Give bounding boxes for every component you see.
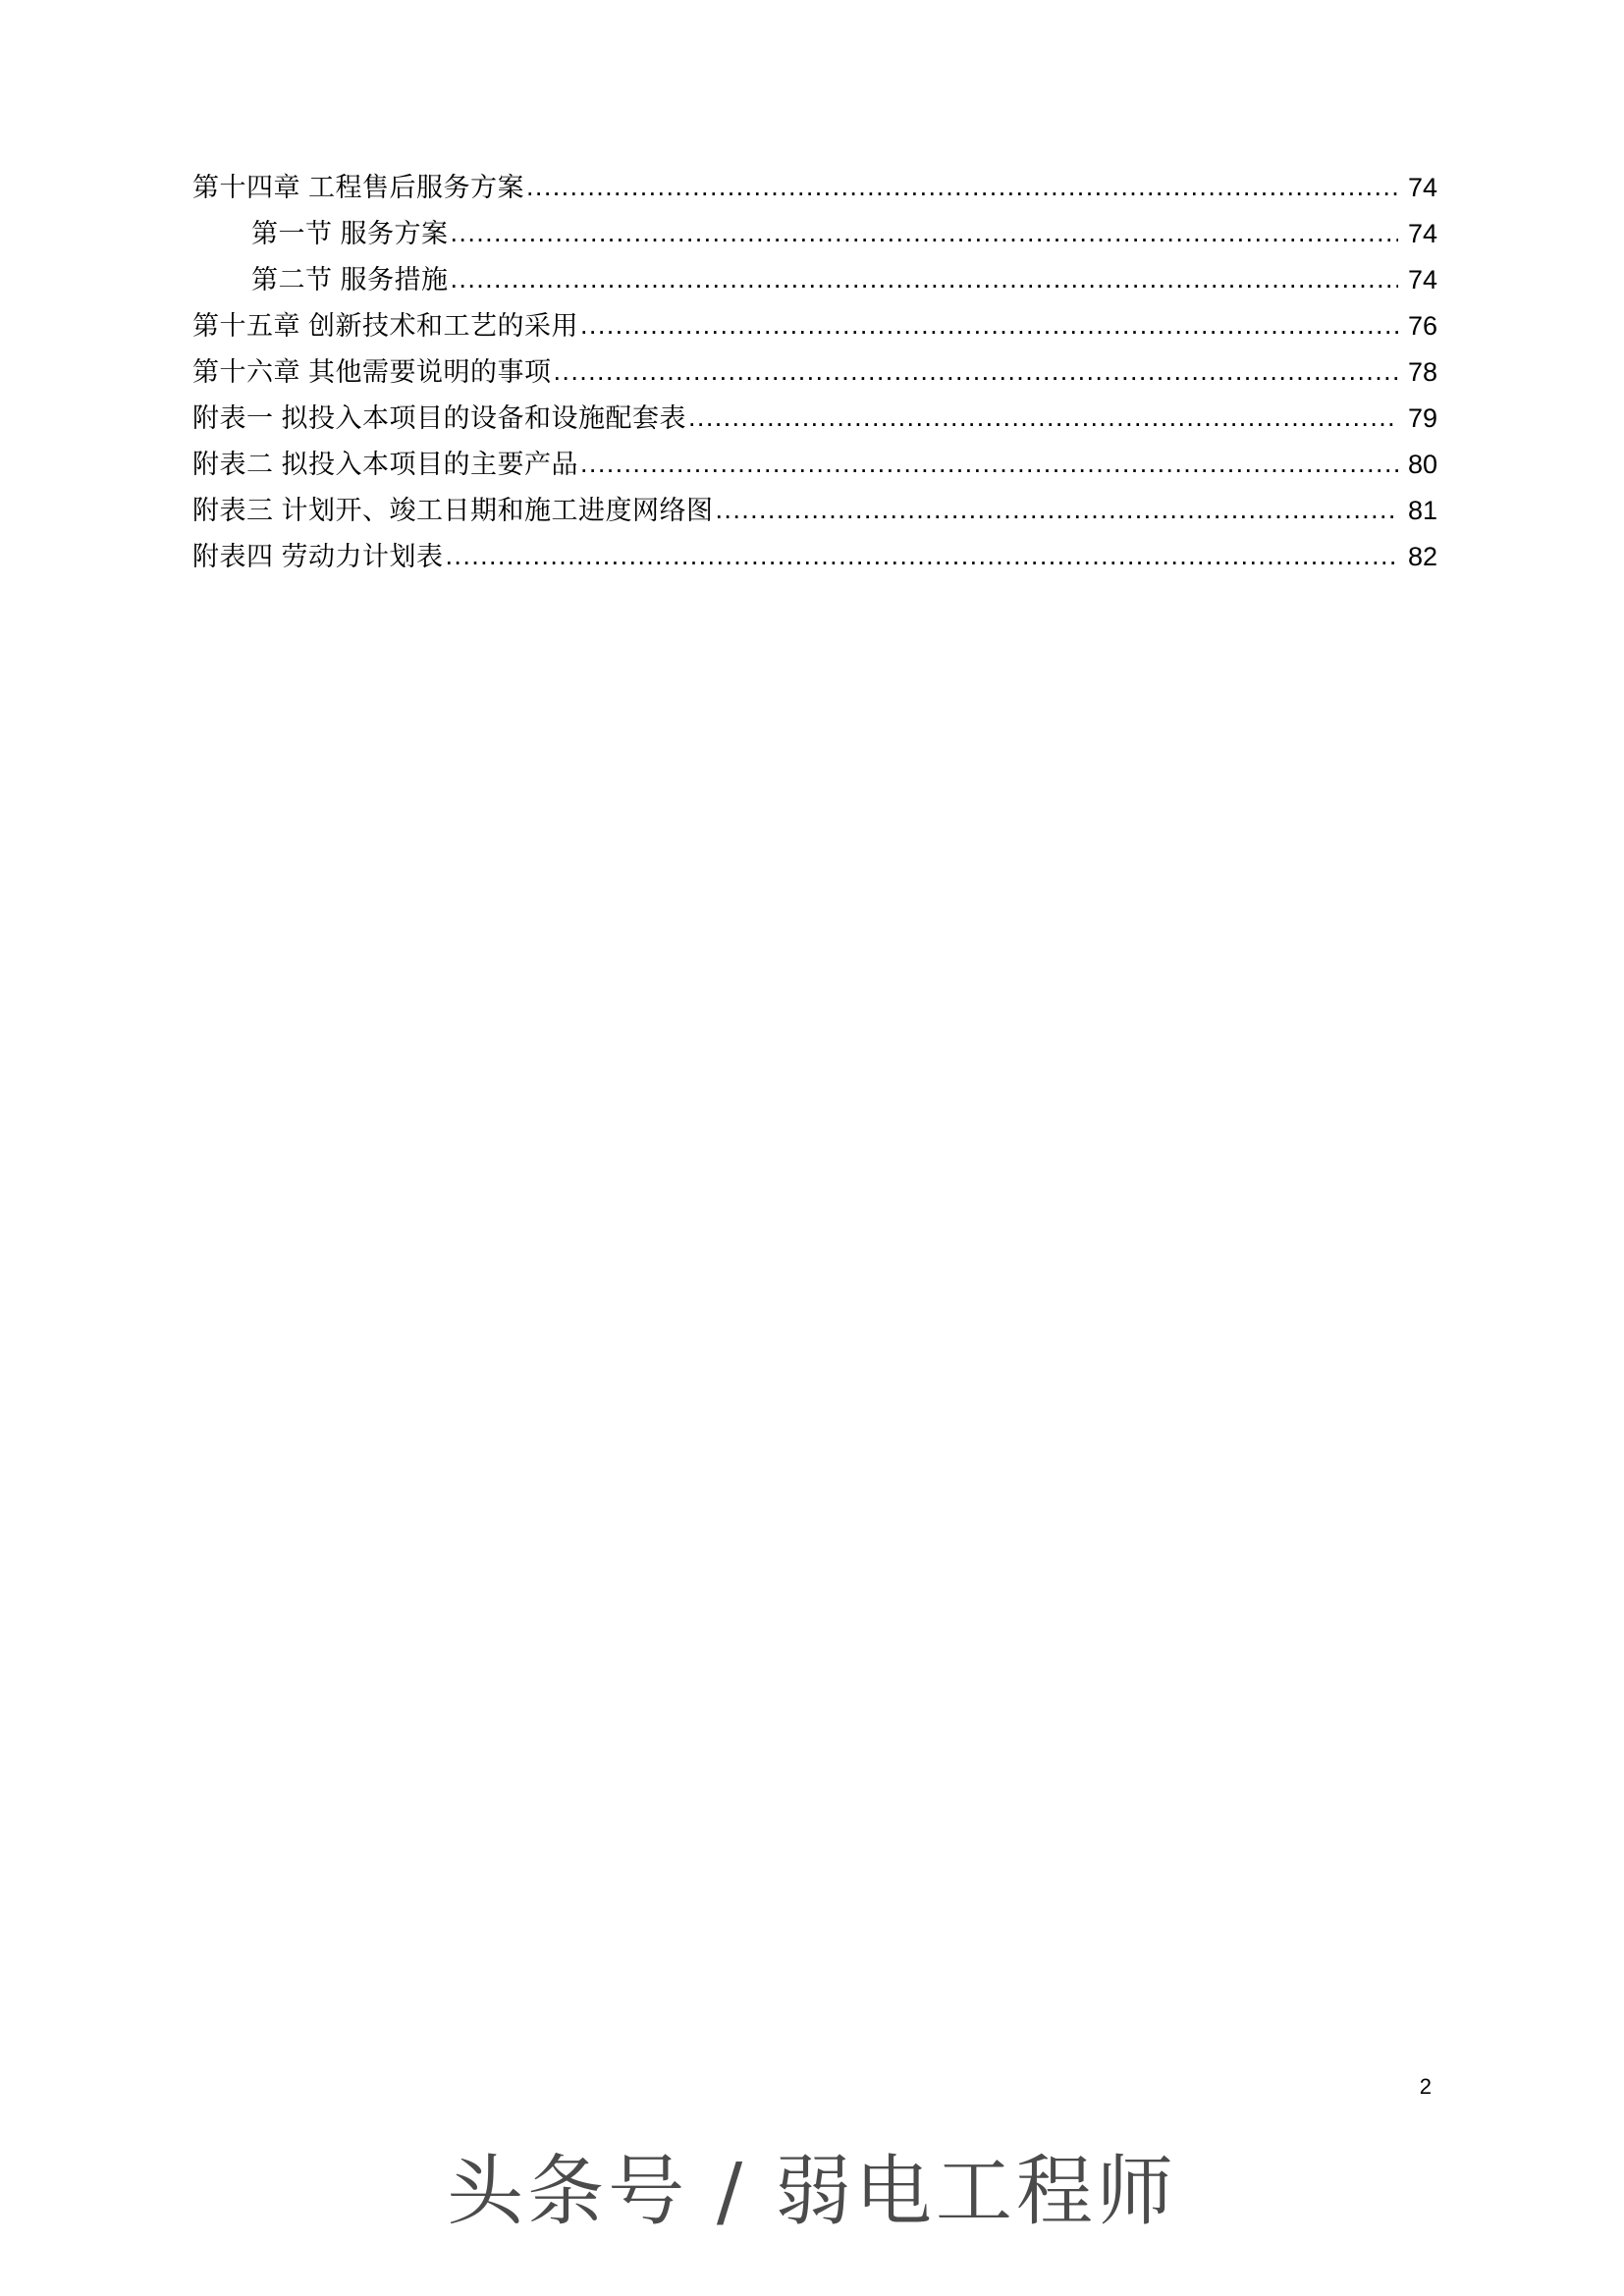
toc-leader-dots [580, 461, 1398, 488]
toc-entry-label: 附表二 拟投入本项目的主要产品 [192, 450, 579, 479]
toc-entry-label: 第二节 服务措施 [251, 265, 449, 294]
toc-leader-dots [446, 554, 1398, 580]
toc-entry-page: 74 [1407, 173, 1437, 202]
toc-leader-dots [451, 277, 1398, 303]
toc-entry-label: 附表四 劳动力计划表 [192, 542, 444, 571]
toc-entry-page: 76 [1407, 311, 1437, 341]
toc-entry-page: 74 [1407, 219, 1437, 248]
toc-entry-page: 81 [1407, 496, 1437, 525]
watermark: 头条号 / 弱电工程师 [447, 2148, 1177, 2236]
toc-entry[interactable] [192, 396, 1437, 442]
toc-entry[interactable] [192, 211, 1437, 257]
toc-entry-page: 82 [1407, 542, 1437, 571]
toc-leader-dots [526, 185, 1398, 211]
toc-entry-label: 附表一 拟投入本项目的设备和设施配套表 [192, 403, 687, 433]
toc-entry[interactable] [192, 488, 1437, 534]
toc-entry-label: 第十六章 其他需要说明的事项 [192, 357, 552, 387]
toc-entry-page: 74 [1407, 265, 1437, 294]
toc-leader-dots [451, 231, 1398, 257]
toc-entry[interactable] [192, 257, 1437, 303]
toc-entry-page: 79 [1407, 403, 1437, 433]
toc-entry-label: 第十四章 工程售后服务方案 [192, 173, 525, 202]
toc-entry[interactable] [192, 349, 1437, 396]
toc-leader-dots [716, 507, 1398, 534]
table-of-contents [192, 165, 1437, 580]
toc-entry[interactable] [192, 442, 1437, 488]
toc-entry-page: 78 [1407, 357, 1437, 387]
page-number: 2 [1419, 2074, 1432, 2099]
toc-entry[interactable] [192, 165, 1437, 211]
toc-entry-label: 附表三 计划开、竣工日期和施工进度网络图 [192, 496, 714, 525]
toc-entry[interactable] [192, 534, 1437, 580]
toc-entry[interactable] [192, 303, 1437, 349]
toc-leader-dots [554, 369, 1398, 396]
toc-entry-label: 第一节 服务方案 [251, 219, 449, 248]
toc-leader-dots [688, 415, 1398, 442]
toc-entry-page: 80 [1407, 450, 1437, 479]
toc-leader-dots [580, 323, 1398, 349]
toc-entry-label: 第十五章 创新技术和工艺的采用 [192, 311, 579, 341]
